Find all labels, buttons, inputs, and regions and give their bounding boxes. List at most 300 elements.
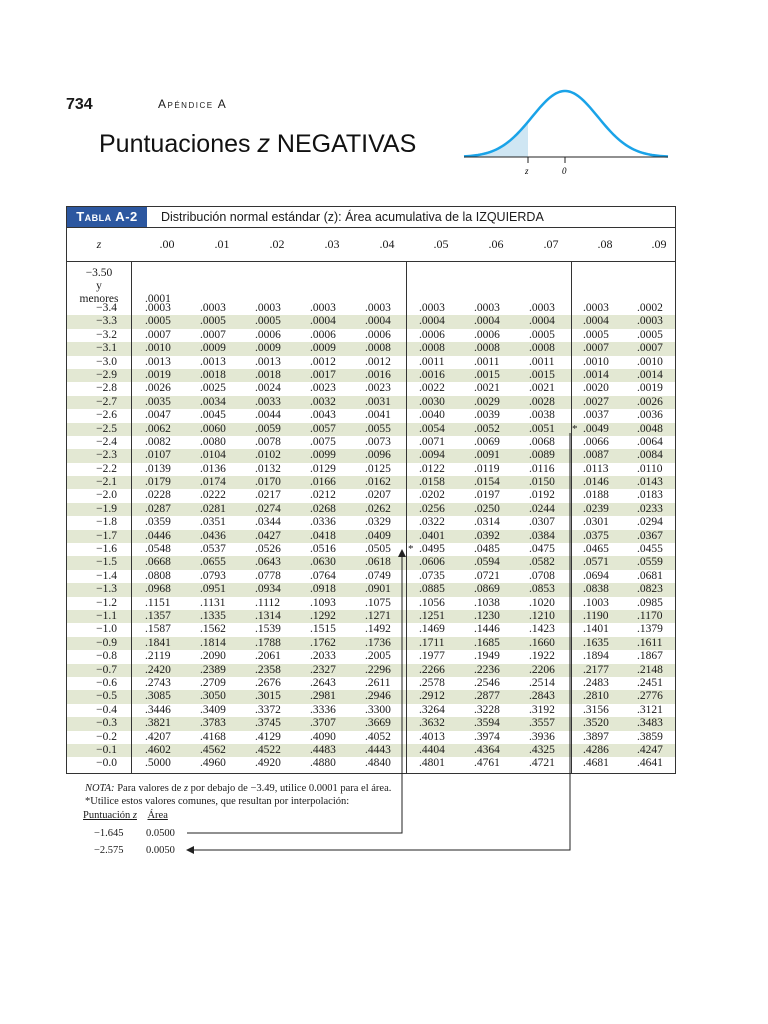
table-cell: .0015 <box>529 368 555 381</box>
title-suffix: NEGATIVAS <box>269 130 417 158</box>
table-cell: .0091 <box>474 449 500 462</box>
table-cell: .0027 <box>583 395 609 408</box>
column-header: .07 <box>543 237 559 251</box>
table-cell: .0934 <box>255 583 281 596</box>
table-cell: .0003 <box>419 302 445 314</box>
table-cell: .0011 <box>529 355 555 368</box>
table-cell: .1446 <box>474 623 500 636</box>
table-label: Tabla A-2 <box>67 207 147 227</box>
table-cell: .0060 <box>200 422 226 435</box>
table-row <box>67 650 675 663</box>
table-cell: .1020 <box>529 596 555 609</box>
table-cell: .0146 <box>583 476 609 489</box>
table-cell: .0054 <box>419 422 445 435</box>
table-cell: .0073 <box>365 435 391 448</box>
table-cell: .0174 <box>200 476 226 489</box>
table-cell: .0006 <box>419 328 445 341</box>
table-cell: .1711 <box>419 636 445 649</box>
table-cell: .0007 <box>583 342 609 355</box>
table-cell: .2981 <box>310 690 336 703</box>
table-cell: .1685 <box>474 636 500 649</box>
table-cell: .0694 <box>583 569 609 582</box>
normal-curve <box>464 91 668 156</box>
table-cell: .5000 <box>145 757 171 770</box>
table-cell: .0668 <box>145 556 171 569</box>
table-cell: .0008 <box>529 342 555 355</box>
table-cell: .0401 <box>419 529 445 542</box>
table-cell: .0170 <box>255 476 281 489</box>
table-cell: .0606 <box>419 556 445 569</box>
table-cell: .0197 <box>474 489 500 502</box>
row-z-value: −1.3 <box>96 583 117 596</box>
row-z-value: −0.2 <box>96 730 117 743</box>
table-cell: .0014 <box>637 368 663 381</box>
title-z: z <box>257 130 270 158</box>
table-cell: .4364 <box>474 743 500 756</box>
table-cell: .2296 <box>365 663 391 676</box>
table-cell: .0018 <box>200 368 226 381</box>
row-z-value: −1.4 <box>96 569 117 582</box>
table-cell: .0014 <box>583 368 609 381</box>
table-cell: .4920 <box>255 757 281 770</box>
table-cell: .2119 <box>145 650 171 663</box>
interpolation-marker: * <box>408 543 414 556</box>
table-cell: .0006 <box>310 328 336 341</box>
table-row <box>67 382 675 395</box>
table-cell: .0516 <box>310 543 336 556</box>
table-cell: .4522 <box>255 743 281 756</box>
table-cell: .1251 <box>419 609 445 622</box>
table-cell: .1922 <box>529 650 555 663</box>
table-cell: .0853 <box>529 583 555 596</box>
table-cell: .0505 <box>365 543 391 556</box>
table-cell: .2676 <box>255 676 281 689</box>
table-cell: .0006 <box>474 328 500 341</box>
table-cell: .0040 <box>419 409 445 422</box>
table-caption: Distribución normal estándar (z): Área acumulativa de la IZQUIERDA <box>161 210 544 224</box>
table-row <box>67 302 675 315</box>
table-cell: .0007 <box>200 328 226 341</box>
table-cell: .0003 <box>310 302 336 314</box>
table-cell: .0011 <box>419 355 445 368</box>
table-cell: .1660 <box>529 636 555 649</box>
table-row <box>67 637 675 650</box>
table-row <box>67 369 675 382</box>
table-cell: .0274 <box>255 502 281 515</box>
table-cell: .0006 <box>365 328 391 341</box>
table-cell: .2451 <box>637 676 663 689</box>
table-cell: .0427 <box>255 529 281 542</box>
table-cell: .0044 <box>255 409 281 422</box>
table-cell: .0020 <box>583 382 609 395</box>
table-cell: .0012 <box>365 355 391 368</box>
table-cell: .3632 <box>419 717 445 730</box>
table-cell: .0005 <box>145 315 171 328</box>
table-cell: .4761 <box>474 757 500 770</box>
table-cell: .0069 <box>474 435 500 448</box>
table-cell: .0985 <box>637 596 663 609</box>
table-row <box>67 690 675 703</box>
table-cell: .0643 <box>255 556 281 569</box>
row-z-value: −1.7 <box>96 529 117 542</box>
table-cell: .0008 <box>474 342 500 355</box>
row-z-value: −0.1 <box>96 743 117 756</box>
row-z-value: −0.4 <box>96 703 117 716</box>
table-cell: .3483 <box>637 717 663 730</box>
table-cell: .2776 <box>637 690 663 703</box>
table-cell: .0359 <box>145 516 171 529</box>
table-cell: .0064 <box>637 435 663 448</box>
table-cell: .1515 <box>310 623 336 636</box>
table-cell: .2709 <box>200 676 226 689</box>
table-cell: .0250 <box>474 502 500 515</box>
table-cell: .0019 <box>637 382 663 395</box>
table-cell: .0582 <box>529 556 555 569</box>
table-cell: .4840 <box>365 757 391 770</box>
nota-text-b: por debajo de −3.49, utilice 0.0001 para el área. <box>188 783 392 794</box>
table-row <box>67 315 675 328</box>
table-cell: .3745 <box>255 717 281 730</box>
table-cell: .0008 <box>419 342 445 355</box>
table-cell: .0721 <box>474 569 500 582</box>
table-cell: .0968 <box>145 583 171 596</box>
table-cell: .0036 <box>637 409 663 422</box>
table-cell: .0007 <box>637 342 663 355</box>
column-header-row <box>67 228 675 262</box>
table-cell: .1469 <box>419 623 445 636</box>
table-cell: .3821 <box>145 717 171 730</box>
table-cell: .0526 <box>255 543 281 556</box>
table-cell: .1335 <box>200 609 226 622</box>
table-cell: .4641 <box>637 757 663 770</box>
table-cell: .0068 <box>529 435 555 448</box>
table-cell: .0548 <box>145 543 171 556</box>
table-header <box>67 207 675 228</box>
table-cell: .1292 <box>310 609 336 622</box>
table-cell: .0192 <box>529 489 555 502</box>
table-cell: .0344 <box>255 516 281 529</box>
table-cell: .0951 <box>200 583 226 596</box>
table-cell: .0016 <box>419 368 445 381</box>
table-cell: .0314 <box>474 516 500 529</box>
table-row <box>67 610 675 623</box>
table-cell: .0793 <box>200 569 226 582</box>
table-cell: .0594 <box>474 556 500 569</box>
table-cell: .0104 <box>200 449 226 462</box>
table-cell: .0005 <box>529 328 555 341</box>
table-cell: .4013 <box>419 730 445 743</box>
table-row <box>67 543 675 556</box>
row-z-value: −2.9 <box>96 368 117 381</box>
running-head: Apéndice A <box>158 97 228 111</box>
table-cell: .2420 <box>145 663 171 676</box>
table-cell: .2206 <box>529 663 555 676</box>
table-cell: .0143 <box>637 476 663 489</box>
table-cell: .0244 <box>529 502 555 515</box>
table-cell: .0485 <box>474 543 500 556</box>
table-cell: .4681 <box>583 757 609 770</box>
table-cell: .1170 <box>637 609 663 622</box>
table-cell: .1038 <box>474 596 500 609</box>
table-cell: .1423 <box>529 623 555 636</box>
table-cell: .4562 <box>200 743 226 756</box>
table-cell: .3264 <box>419 703 445 716</box>
table-cell: .0022 <box>419 382 445 395</box>
row-z-value: −1.8 <box>96 516 117 529</box>
table-cell: .4443 <box>365 743 391 756</box>
z-axis-label: z <box>525 166 529 176</box>
table-row <box>67 530 675 543</box>
first-row-z-line: −3.50 <box>85 267 113 279</box>
table-cell: .0028 <box>529 395 555 408</box>
table-cell: .0287 <box>145 502 171 515</box>
column-header: .02 <box>269 237 285 251</box>
table-cell: .0150 <box>529 476 555 489</box>
table-cell: .4880 <box>310 757 336 770</box>
table-cell: .0019 <box>145 368 171 381</box>
table-cell: .0089 <box>529 449 555 462</box>
table-cell: .4090 <box>310 730 336 743</box>
table-cell: .1611 <box>637 636 663 649</box>
table-row <box>67 423 675 436</box>
table-row <box>67 449 675 462</box>
table-cell: .3974 <box>474 730 500 743</box>
table-cell: .0179 <box>145 476 171 489</box>
column-divider <box>406 262 407 773</box>
table-cell: .0007 <box>145 328 171 341</box>
table-row <box>67 356 675 369</box>
column-divider <box>131 262 132 773</box>
table-cell: .0018 <box>255 368 281 381</box>
table-cell: .0119 <box>474 462 500 475</box>
table-cell: .0010 <box>583 355 609 368</box>
table-cell: .0013 <box>255 355 281 368</box>
table-cell: .0024 <box>255 382 281 395</box>
table-cell: .0367 <box>637 529 663 542</box>
table-cell: .4129 <box>255 730 281 743</box>
row-z-value: −0.7 <box>96 663 117 676</box>
table-cell: .1788 <box>255 636 281 649</box>
table-row <box>67 677 675 690</box>
table-cell: .0885 <box>419 583 445 596</box>
table-row <box>67 704 675 717</box>
table-cell: .0418 <box>310 529 336 542</box>
nota-line <box>85 782 391 795</box>
table-cell: .3446 <box>145 703 171 716</box>
table-cell: .0023 <box>310 382 336 395</box>
table-cell: .0006 <box>255 328 281 341</box>
table-cell: .0002 <box>637 302 663 314</box>
table-cell: .1635 <box>583 636 609 649</box>
table-row <box>67 476 675 489</box>
table-cell: .0003 <box>365 302 391 314</box>
table-cell: .1814 <box>200 636 226 649</box>
table-cell: .0268 <box>310 502 336 515</box>
row-z-value: −1.5 <box>96 556 117 569</box>
table-row <box>67 717 675 730</box>
interp-z-2: −2.575 <box>94 845 124 856</box>
table-cell: .0037 <box>583 409 609 422</box>
table-cell: .0016 <box>365 368 391 381</box>
table-cell: .0351 <box>200 516 226 529</box>
nota-text-a: Para valores de <box>114 783 184 794</box>
table-cell: .4325 <box>529 743 555 756</box>
table-cell: .0207 <box>365 489 391 502</box>
table-cell: .0051 <box>529 422 555 435</box>
row-z-value: −3.3 <box>96 315 117 328</box>
column-header: .00 <box>159 237 175 251</box>
table-cell: .1401 <box>583 623 609 636</box>
table-cell: .3192 <box>529 703 555 716</box>
table-row <box>67 503 675 516</box>
table-cell: .0212 <box>310 489 336 502</box>
table-cell: .2090 <box>200 650 226 663</box>
table-cell: .0071 <box>419 435 445 448</box>
table-cell: .0294 <box>637 516 663 529</box>
table-row <box>67 597 675 610</box>
table-cell: .0084 <box>637 449 663 462</box>
row-z-value: −3.0 <box>96 355 117 368</box>
table-cell: .2643 <box>310 676 336 689</box>
table-cell: .4801 <box>419 757 445 770</box>
table-cell: .0228 <box>145 489 171 502</box>
table-cell: .0035 <box>145 395 171 408</box>
table-cell: .3936 <box>529 730 555 743</box>
column-header: .04 <box>379 237 395 251</box>
row-z-value: −1.9 <box>96 502 117 515</box>
table-cell: .0918 <box>310 583 336 596</box>
interp-area-2: 0.0050 <box>146 845 175 856</box>
table-cell: .0003 <box>529 302 555 314</box>
zero-axis-label: 0 <box>562 166 567 176</box>
first-row-z-label <box>67 267 131 306</box>
table-cell: .2611 <box>365 676 391 689</box>
table-cell: .0322 <box>419 516 445 529</box>
table-row <box>67 329 675 342</box>
table-cell: .3409 <box>200 703 226 716</box>
table-cell: .4168 <box>200 730 226 743</box>
table-cell: .0559 <box>637 556 663 569</box>
table-cell: .3783 <box>200 717 226 730</box>
table-cell: .0041 <box>365 409 391 422</box>
table-cell: .2061 <box>255 650 281 663</box>
table-cell: .0005 <box>200 315 226 328</box>
table-row <box>67 489 675 502</box>
table-cell: .0838 <box>583 583 609 596</box>
row-z-value: −2.7 <box>96 395 117 408</box>
row-z-value: −3.2 <box>96 328 117 341</box>
table-cell: .2389 <box>200 663 226 676</box>
table-cell: .0681 <box>637 569 663 582</box>
table-cell: .0043 <box>310 409 336 422</box>
table-cell: .4404 <box>419 743 445 756</box>
table-cell: .0010 <box>145 342 171 355</box>
table-cell: .0003 <box>145 302 171 314</box>
table-cell: .4286 <box>583 743 609 756</box>
table-cell: .0129 <box>310 462 336 475</box>
table-cell: .0013 <box>145 355 171 368</box>
table-cell: .0080 <box>200 435 226 448</box>
table-cell: .0166 <box>310 476 336 489</box>
table-cell: .1056 <box>419 596 445 609</box>
table-cell: .2177 <box>583 663 609 676</box>
row-z-value: −2.2 <box>96 462 117 475</box>
table-cell: .4483 <box>310 743 336 756</box>
table-cell: .0107 <box>145 449 171 462</box>
table-cell: .0409 <box>365 529 391 542</box>
table-cell: .4960 <box>200 757 226 770</box>
table-cell: .1075 <box>365 596 391 609</box>
table-row <box>67 664 675 677</box>
table-cell: .2483 <box>583 676 609 689</box>
table-cell: .0009 <box>255 342 281 355</box>
row-z-value: −0.0 <box>96 757 117 770</box>
table-cell: .0033 <box>255 395 281 408</box>
table-cell: .0047 <box>145 409 171 422</box>
table-cell: .0026 <box>145 382 171 395</box>
table-cell: .3121 <box>637 703 663 716</box>
table-cell: .0202 <box>419 489 445 502</box>
table-cell: .4207 <box>145 730 171 743</box>
row-z-value: −2.1 <box>96 476 117 489</box>
table-cell: .1093 <box>310 596 336 609</box>
table-cell: .1190 <box>583 609 609 622</box>
table-cell: .0136 <box>200 462 226 475</box>
table-cell: .0808 <box>145 569 171 582</box>
row-z-value: −2.3 <box>96 449 117 462</box>
row-z-value: −0.9 <box>96 636 117 649</box>
table-cell: .0039 <box>474 409 500 422</box>
table-cell: .0239 <box>583 502 609 515</box>
table-cell: .4247 <box>637 743 663 756</box>
table-cell: .0455 <box>637 543 663 556</box>
table-cell: .1539 <box>255 623 281 636</box>
table-cell: .2743 <box>145 676 171 689</box>
table-row <box>67 396 675 409</box>
table-cell: .0222 <box>200 489 226 502</box>
table-cell: .0066 <box>583 435 609 448</box>
table-cell: .0869 <box>474 583 500 596</box>
table-cell: .0154 <box>474 476 500 489</box>
table-cell: .0778 <box>255 569 281 582</box>
table-cell: .0099 <box>310 449 336 462</box>
column-header: .06 <box>488 237 504 251</box>
column-header: .09 <box>651 237 667 251</box>
table-cell: .2005 <box>365 650 391 663</box>
first-row-value: .0001 <box>145 293 171 305</box>
first-row-z-line: menores <box>79 293 119 305</box>
table-cell: .0116 <box>529 462 555 475</box>
table-cell: .0004 <box>310 315 336 328</box>
table-cell: .0495 <box>419 543 445 556</box>
row-z-value: −0.3 <box>96 717 117 730</box>
table-cell: .0049 <box>583 422 609 435</box>
table-cell: .0436 <box>200 529 226 542</box>
table-cell: .0233 <box>637 502 663 515</box>
nota-label: NOTA: <box>85 783 115 794</box>
table-cell: .3015 <box>255 690 281 703</box>
table-cell: .1867 <box>637 650 663 663</box>
row-z-value: −1.1 <box>96 609 117 622</box>
table-cell: .3557 <box>529 717 555 730</box>
table-cell: .0655 <box>200 556 226 569</box>
table-cell: .0005 <box>637 328 663 341</box>
table-cell: .2266 <box>419 663 445 676</box>
table-cell: .0004 <box>529 315 555 328</box>
row-z-value: −3.4 <box>96 302 117 314</box>
z-column-header: z <box>96 237 102 251</box>
column-divider <box>571 262 572 773</box>
